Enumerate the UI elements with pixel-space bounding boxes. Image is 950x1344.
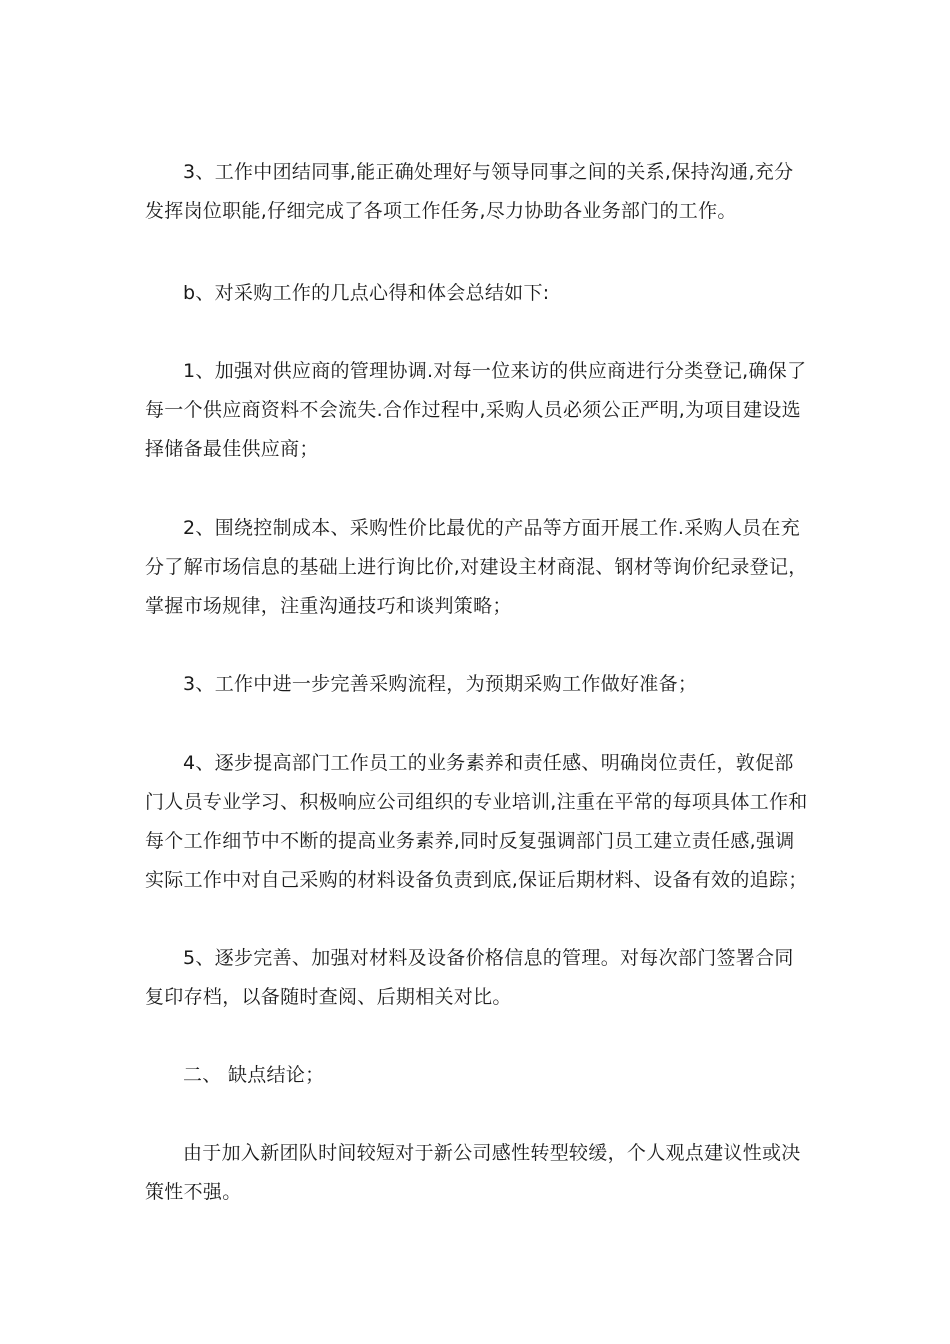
paragraph-cost-control: 2、围绕控制成本、采购性价比最优的产品等方面开展工作.采购人员在充分了解市场信息的基础上进行询比价,对建设主材商混、钢材等询价纪录登记，掌握市场规律，注重沟通技巧和谈判策略； xyxy=(145,517,808,617)
paragraph-staff-training: 4、逐步提高部门工作员工的业务素养和责任感、明确岗位责任，敦促部门人员专业学习、积极响应公司组织的专业培训,注重在平常的每项具体工作和每个工作细节中不断的提高业务素养,同时反复强调部门员工建立责任感,强调实际工作中对自己采购的材料设备负责到底,保证后期材料、设备有效的追踪； xyxy=(145,752,808,891)
paragraph-price-information: 5、逐步完善、加强对材料及设备价格信息的管理。对每次部门签署合同复印存档，以备随时查阅、后期相关对比。 xyxy=(145,947,794,1008)
paragraph-teamwork: 3、工作中团结同事,能正确处理好与领导同事之间的关系,保持沟通,充分发挥岗位职能,仔细完成了各项工作任务,尽力协助各业务部门的工作。 xyxy=(145,161,794,222)
paragraph-supplier-management: 1、加强对供应商的管理协调.对每一位来访的供应商进行分类登记,确保了每一个供应商资料不会流失.合作过程中,采购人员必须公正严明,为项目建设选择储备最佳供应商； xyxy=(145,360,807,460)
section-heading-shortcomings: 二、 缺点结论； xyxy=(183,1064,325,1086)
paragraph-procurement-summary-heading: b、对采购工作的几点心得和体会总结如下: xyxy=(183,282,550,304)
paragraph-process-improvement: 3、工作中进一步完善采购流程，为预期采购工作做好准备； xyxy=(183,673,698,695)
paragraph-shortcomings: 由于加入新团队时间较短对于新公司感性转型较缓，个人观点建议性或决策性不强。 xyxy=(145,1142,801,1203)
